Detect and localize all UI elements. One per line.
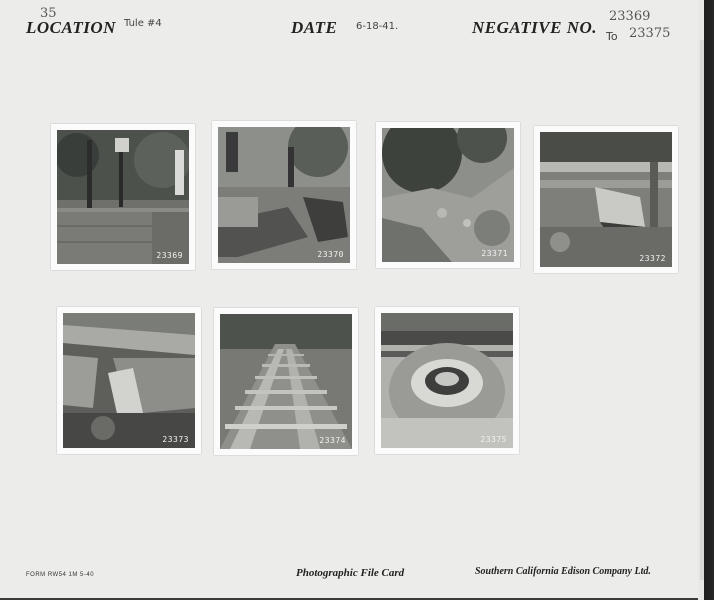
photo-1 <box>51 124 195 270</box>
photo-5-image <box>63 313 195 448</box>
negative-range-to-label: To <box>606 30 618 43</box>
photo-5-negative-number: 23373 <box>162 435 189 444</box>
photo-1-image <box>57 130 189 264</box>
negative-number-label: NEGATIVE NO. <box>472 18 598 37</box>
company-name: Southern California Edison Company Ltd. <box>475 566 651 577</box>
photo-3 <box>376 122 520 268</box>
card-title: Photographic File Card <box>296 567 405 579</box>
photo-4-negative-number: 23372 <box>639 254 666 263</box>
negative-number-to: 23375 <box>629 26 671 41</box>
date-label: DATE <box>291 18 338 37</box>
photo-2-negative-number: 23370 <box>317 250 344 259</box>
location-label: LOCATION <box>26 18 116 37</box>
photo-3-negative-number: 23371 <box>481 249 508 258</box>
photo-2-image <box>218 127 350 263</box>
date-value: 6-18-41. <box>356 21 399 32</box>
location-value: Tule #4 <box>124 18 162 29</box>
photo-4-image <box>540 132 672 267</box>
photo-5 <box>57 307 201 454</box>
photo-7-negative-number: 23375 <box>480 435 507 444</box>
photo-7-image <box>381 313 513 448</box>
photo-6-negative-number: 23374 <box>319 436 346 445</box>
photo-6 <box>214 308 358 455</box>
photo-6-image <box>220 314 352 449</box>
photo-7 <box>375 307 519 454</box>
photo-1-negative-number: 23369 <box>156 251 183 260</box>
card-number: 35 <box>40 6 57 21</box>
scan-edge-inner <box>700 40 704 580</box>
photo-4 <box>534 126 678 273</box>
negative-number-from: 23369 <box>609 9 651 24</box>
photo-3-image <box>382 128 514 262</box>
form-code: FORM RW54 1M 5-40 <box>26 572 95 578</box>
photo-2 <box>212 121 356 269</box>
